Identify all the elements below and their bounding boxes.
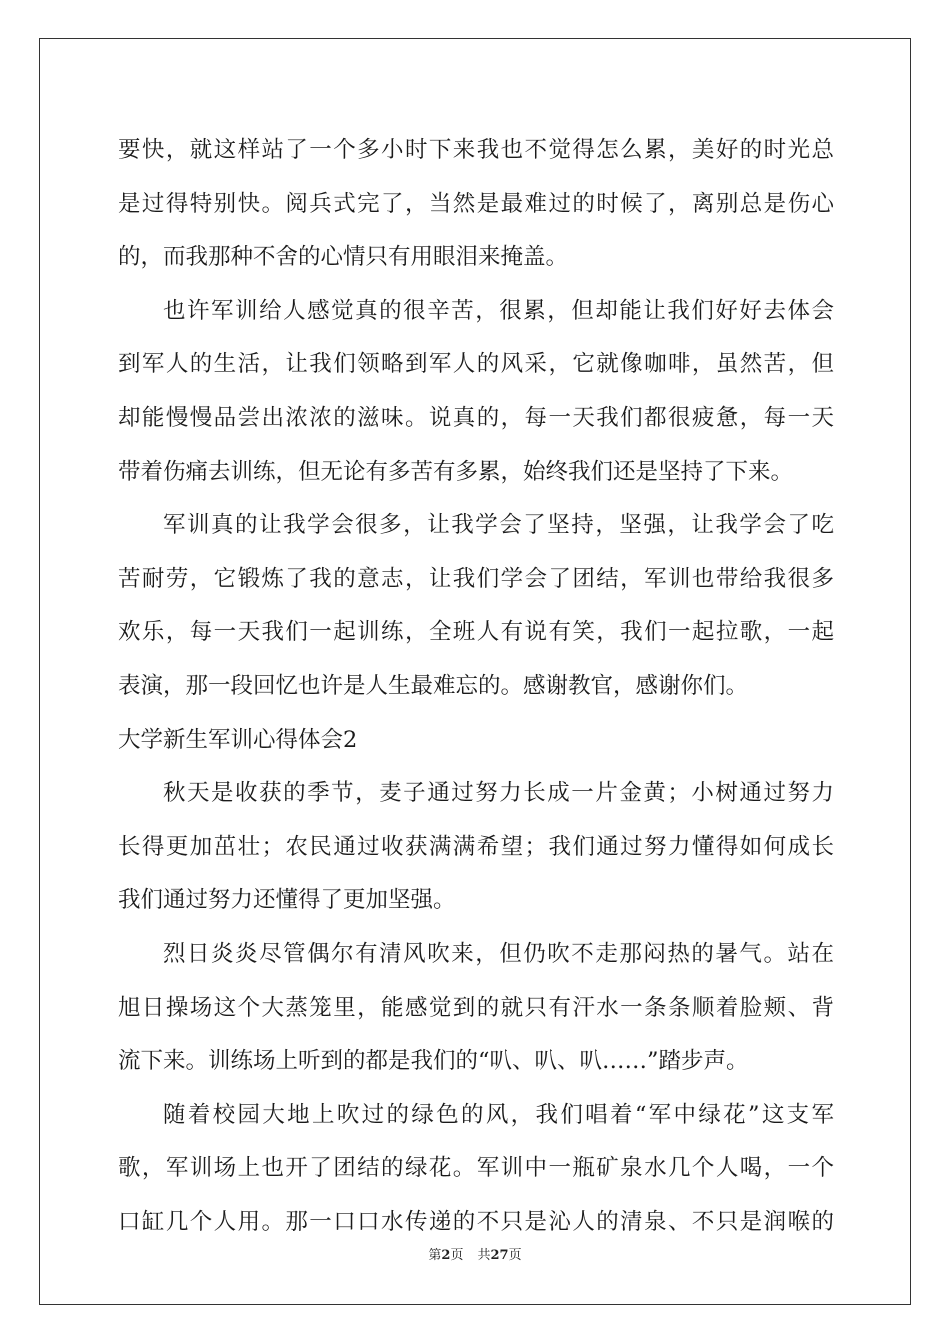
paragraph (118, 928, 834, 1089)
text-line: 我们通过努力还懂得了更加坚强。 (118, 887, 456, 914)
total-prefix: 共 (477, 1248, 491, 1263)
paragraph (118, 499, 834, 713)
text-line: 烈日炎炎尽管偶尔有清风吹来，但仍吹不走那闷热的暑气。站在 (163, 940, 834, 967)
paragraph (118, 285, 834, 499)
section-heading: 大学新生军训心得体会2 (118, 726, 358, 753)
text-line: 旭日操场这个大蒸笼里，能感觉到的就只有汗水一条条顺着脸颊、背 (118, 994, 834, 1021)
page-prefix: 第 (428, 1248, 442, 1263)
text-line: 歌，军训场上也开了团结的绿花。军训中一瓶矿泉水几个人喝，一个 (118, 1155, 834, 1182)
page-suffix: 页 (450, 1248, 464, 1263)
text-line: 带着伤痛去训练，但无论有多苦有多累，始终我们还是坚持了下来。 (118, 458, 794, 485)
text-line: 到军人的生活，让我们领略到军人的风采，它就像咖啡，虽然苦，但 (118, 351, 834, 378)
text-line: 随着校园大地上吹过的绿色的风，我们唱着“军中绿花”这支军 (163, 1101, 834, 1128)
text-line: 秋天是收获的季节，麦子通过努力长成一片金黄；小树通过努力 (163, 780, 834, 807)
page-footer (0, 1244, 950, 1263)
text-line: 却能慢慢品尝出浓浓的滋味。说真的，每一天我们都很疲惫，每一天 (118, 404, 834, 431)
text-line: 军训真的让我学会很多，让我学会了坚持，坚强，让我学会了吃 (163, 512, 834, 539)
text-line: 是过得特别快。阅兵式完了，当然是最难过的时候了，离别总是伤心 (118, 190, 834, 217)
document-body (118, 124, 834, 1249)
text-line: 也许军训给人感觉真的很辛苦，很累，但却能让我们好好去体会 (163, 297, 834, 324)
text-line: 欢乐，每一天我们一起训练，全班人有说有笑，我们一起拉歌，一起 (118, 619, 834, 646)
text-line: 表演，那一段回忆也许是人生最难忘的。感谢教官，感谢你们。 (118, 672, 749, 699)
page-number: 2 (441, 1248, 451, 1263)
paragraph (118, 124, 834, 285)
paragraph (118, 767, 834, 928)
text-line: 的，而我那种不舍的心情只有用眼泪来掩盖。 (118, 244, 569, 271)
text-line: 流下来。训练场上听到的都是我们的“叭、叭、叭……”踏步声。 (118, 1048, 749, 1075)
paragraph (118, 1089, 834, 1250)
total-pages: 27 (490, 1248, 509, 1263)
total-suffix: 页 (508, 1248, 522, 1263)
text-line: 口缸几个人用。那一口口水传递的不只是沁人的清泉、不只是润喉的 (118, 1208, 834, 1235)
text-line: 长得更加茁壮；农民通过收获满满希望；我们通过努力懂得如何成长 (118, 833, 834, 860)
text-line: 苦耐劳，它锻炼了我的意志，让我们学会了团结，军训也带给我很多 (118, 565, 834, 592)
text-line: 要快，就这样站了一个多小时下来我也不觉得怎么累，美好的时光总 (118, 137, 834, 163)
